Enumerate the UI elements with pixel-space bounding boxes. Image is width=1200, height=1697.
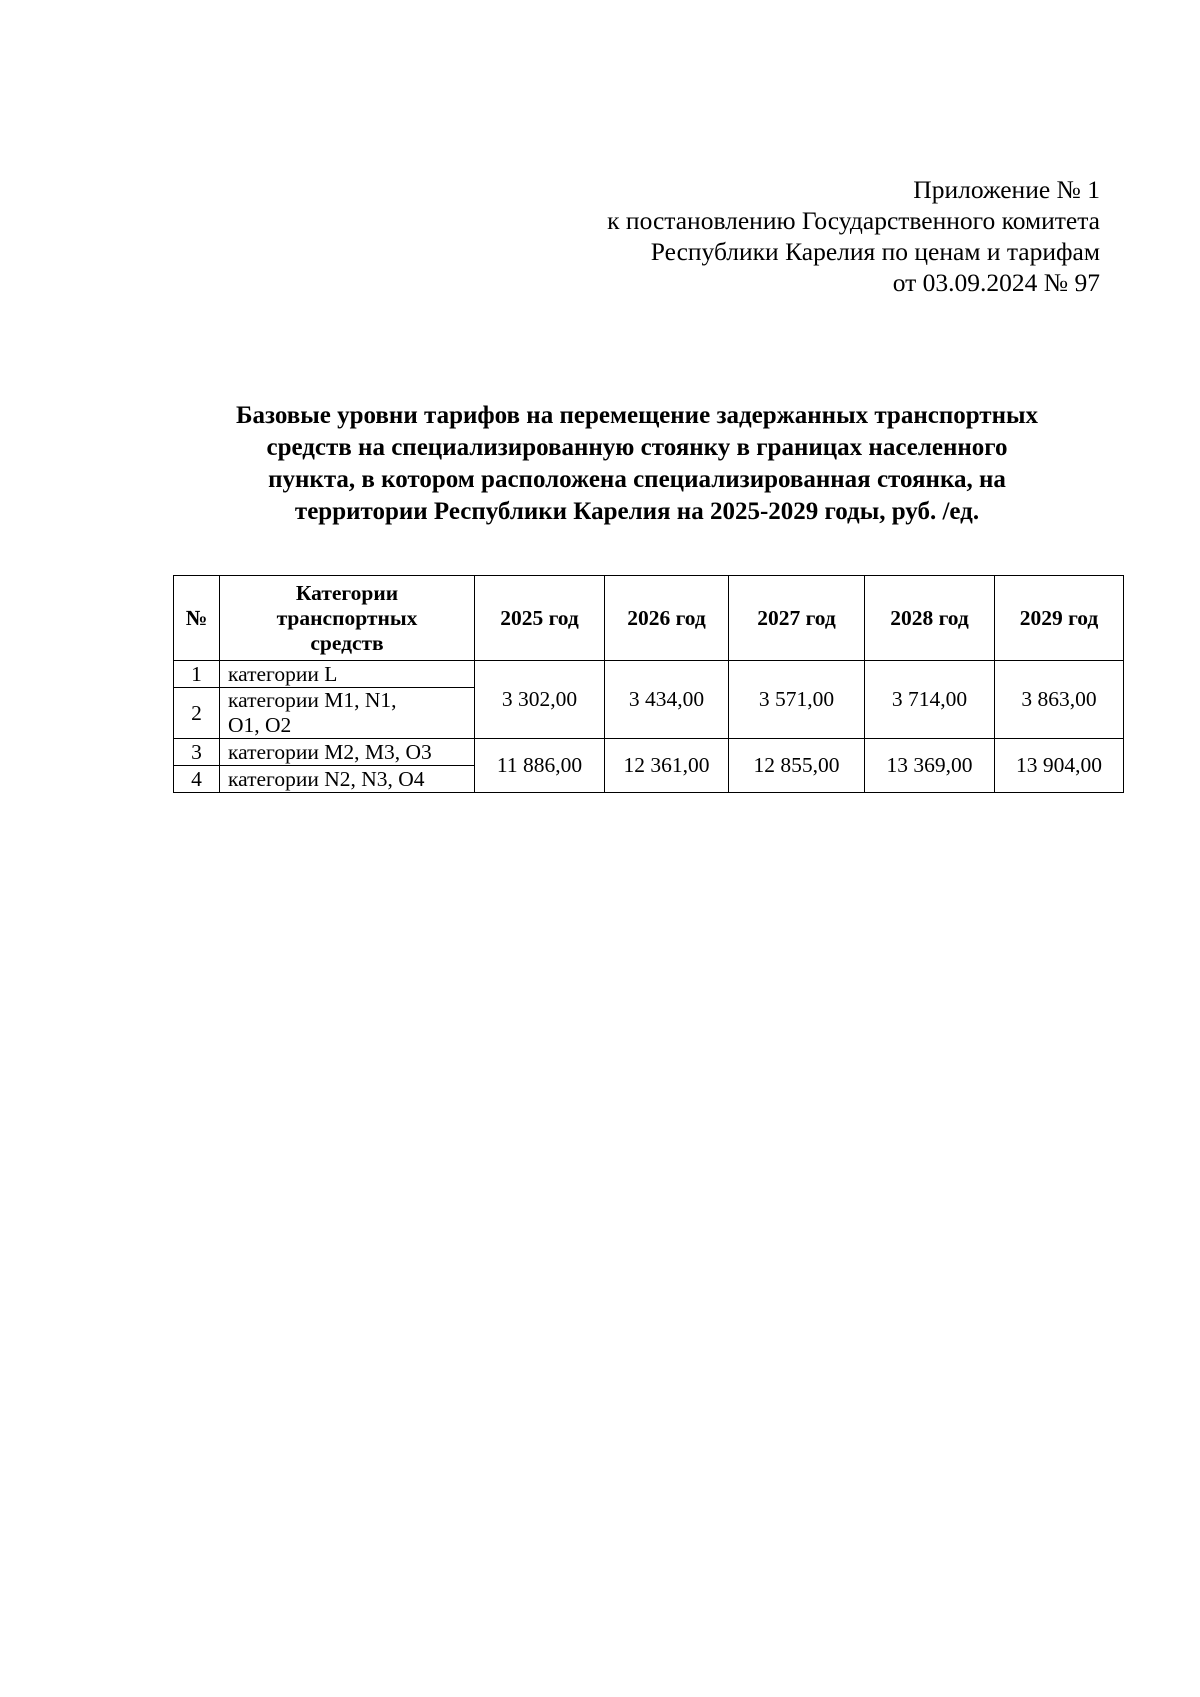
value-2026-group2: 12 361,00 bbox=[605, 739, 729, 793]
row-num: 2 bbox=[174, 688, 220, 739]
header-year-2029: 2029 год bbox=[995, 576, 1124, 661]
header-year-2028: 2028 год bbox=[865, 576, 995, 661]
value-2025-group2: 11 886,00 bbox=[475, 739, 605, 793]
title-line: Базовые уровни тарифов на перемещение задержанных транспортных bbox=[235, 402, 1039, 429]
tariff-table bbox=[173, 575, 1124, 793]
appendix-number: Приложение № 1 bbox=[913, 175, 1100, 204]
value-2027-group1: 3 571,00 bbox=[729, 661, 865, 739]
appendix-date: от 03.09.2024 № 97 bbox=[892, 268, 1100, 297]
title-line: пункта, в котором расположена специализированная стоянка, на bbox=[268, 466, 1006, 493]
header-category-line: средств bbox=[310, 630, 384, 655]
header-category-line: транспортных bbox=[276, 605, 418, 630]
row-category bbox=[220, 688, 475, 739]
appendix-resolution-ref: к постановлению Государственного комитета bbox=[607, 206, 1100, 235]
table-header-row bbox=[174, 576, 1124, 661]
table-row bbox=[174, 739, 1124, 766]
row-category: категории N2, N3, O4 bbox=[220, 766, 475, 793]
header-num: № bbox=[174, 576, 220, 661]
header-category-line: Категории bbox=[295, 580, 399, 605]
title-line: средств на специализированную стоянку в границах населенного bbox=[266, 434, 1008, 461]
appendix-header bbox=[607, 174, 1100, 298]
value-2026-group1: 3 434,00 bbox=[605, 661, 729, 739]
value-2029-group2: 13 904,00 bbox=[995, 739, 1124, 793]
table-row bbox=[174, 661, 1124, 688]
row-category: категории M2, M3, O3 bbox=[220, 739, 475, 766]
header-year-2027: 2027 год bbox=[729, 576, 865, 661]
value-2027-group2: 12 855,00 bbox=[729, 739, 865, 793]
document-title bbox=[172, 400, 1102, 528]
row-num: 1 bbox=[174, 661, 220, 688]
value-2025-group1: 3 302,00 bbox=[475, 661, 605, 739]
row-category-line: категории M1, N1, bbox=[228, 688, 397, 712]
value-2028-group1: 3 714,00 bbox=[865, 661, 995, 739]
value-2028-group2: 13 369,00 bbox=[865, 739, 995, 793]
appendix-committee: Республики Карелия по ценам и тарифам bbox=[650, 237, 1100, 266]
row-num: 4 bbox=[174, 766, 220, 793]
title-line: территории Республики Карелия на 2025-2029 годы, руб. /ед. bbox=[294, 498, 980, 525]
value-2029-group1: 3 863,00 bbox=[995, 661, 1124, 739]
row-category: категории L bbox=[220, 661, 475, 688]
header-year-2026: 2026 год bbox=[605, 576, 729, 661]
header-category bbox=[220, 576, 475, 661]
row-num: 3 bbox=[174, 739, 220, 766]
header-year-2025: 2025 год bbox=[475, 576, 605, 661]
row-category-line: O1, O2 bbox=[228, 713, 292, 737]
